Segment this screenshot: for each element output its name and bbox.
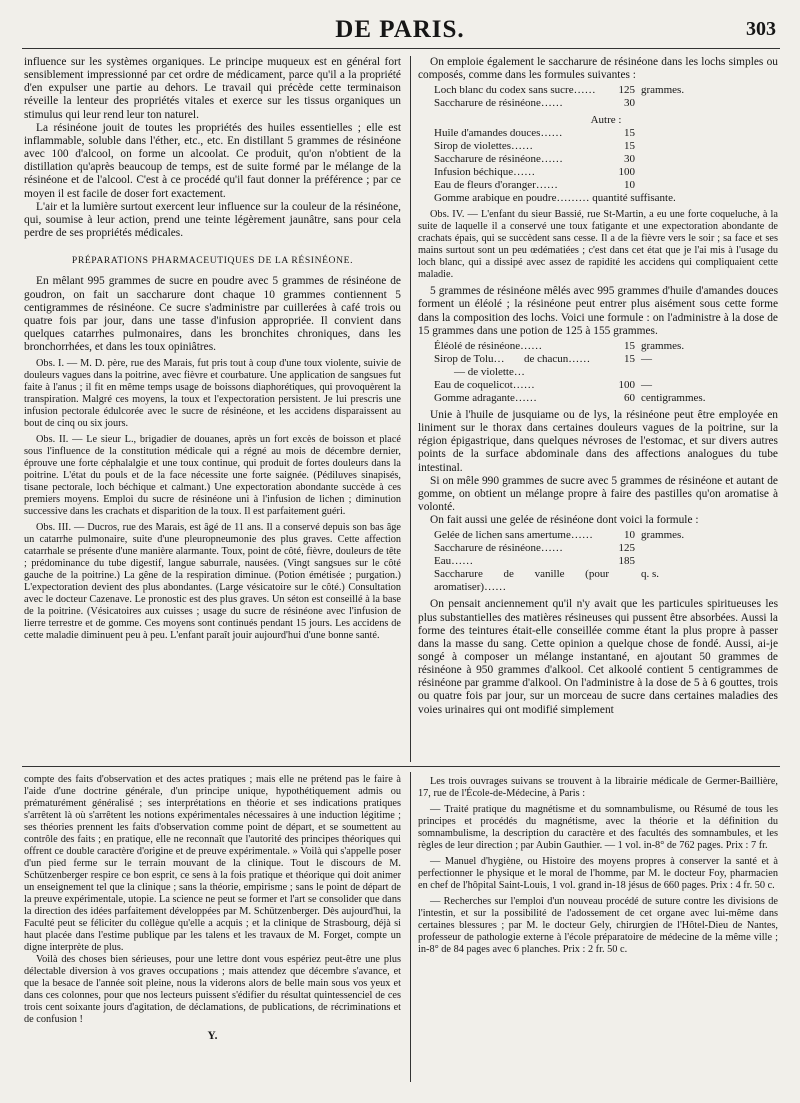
observation-4: Obs. IV. — L'enfant du sieur Bassié, rue St-Martin, a eu une forte coqueluche, à la suite de laquelle il a conservé une toux fatigante et une expectoration abondante de crachats épais, qui se succèdent sans cesse. Il a de la fièvre vers le soir ; sa face et ses mains surtout sont un peu œdématiées ; c'est dans cet état que je l'ai mis à l'usage du loch blanc, qui a dissipé avec assez de rapidité les accidens qui compliquaient cette maladie. bbox=[418, 209, 778, 281]
book-notice-3: — Recherches sur l'emploi d'un nouveau procédé de suture contre les divisions de l'intestin, et sur la possibilité de l'adossement de cet organe avec lui-même dans certaines blessures ; par M. le docteur Gely, chirurgien de l'Hôtel-Dieu de Nantes, professeur de pathologie externe à l'école préparatoire de médecine de la même ville ; in-8° de 84 pages avec 6 planches. Prix : 2 fr. 50 c. bbox=[418, 896, 778, 955]
formula-4 bbox=[434, 529, 778, 594]
formula-row: Gelée de lichen sans amertume…… 10 grammes. bbox=[434, 529, 685, 542]
formula-row: Huile d'amandes douces…… 15 bbox=[434, 127, 635, 140]
formula-row: Eau de coquelicot…… 100 — bbox=[434, 378, 652, 391]
paragraph: compte des faits d'observation et des actes pratiques ; mais elle ne prétend pas le faire à l'aide d'une doctrine générale, d'un principe unique, hypothétiquement admis ou prématurément généralisé ; ses interprétations en théorie et ses indications pratiques s'arrêtent là où s'arrêtent les notions expérimentales nécessaires à une induction légitime ; ses théories prennent les faits d'observation comme point de départ, et se soumettent au contrôle des faits ; en pratique, elle ne reconnaît que l'autorité des principes théoriques qui offrent ce double caractère d'origine et de preuve expérimentale. » Voilà qui s'appelle poser d'un pied ferme sur le terrain mouvant de la clinique. Tout le discours de M. Schützenberger respire ce bon esprit, ce sens à la fois pratique et théorique qui doit animer un enseignement tel que la clinique ; sans la théorie, empirisme ; sans le point de départ de la preuve expérimentale, utopie. La science ne peut se former et l'art se consolider que dans la direction des idées parfaitement développées par M. Schützenberger. Dès aujourd'hui, la Faculté peut se féliciter du collègue qu'elle a acquis ; et la clinique de Strasbourg, déjà si haut placée dans l'estime publique par les talens et les travaux de M. Forget, compte un digne interprète de plus. bbox=[24, 774, 401, 953]
book-notice-1: — Traité pratique du magnétisme et du somnambulisme, ou Résumé de tous les principes et procédés du magnétisme, avec la théorie et la définition du somnambulisme, la description du caractère et des facultés des somnambules, et les règles de leur direction ; par Aubin Gauthier. — 1 vol. in-8° de 762 pages. Prix : 7 fr. bbox=[418, 804, 778, 851]
observation-3: Obs. III. — Ducros, rue des Marais, est âgé de 11 ans. Il a conservé depuis son bas âge un catarrhe pulmonaire, suite d'une pleuropneumonie des plus graves. Cette affection catarrhale se présente d'une manière alarmante. Toux, point de côté, fièvre, douleurs de tête ; prédominance du tube digestif, langue saburrale, nausées. (Vingt sangsues sur le côté gauche de la poitrine.) La gêne de la respiration diminue. (Potion émétisée ; purgation.) L'expectoration devient des plus abondantes. (Large vésicatoire sur le côté.) Consultation avec le docteur Cazenave. Le pronostic est des plus graves. Un séton est conseillé à la base de la poitrine. (Vésicatoires aux cuisses ; usage du sucre de résinéone avec l'infusion de lierre terrestre et de gomme. Ces moyens sont continués pendant 15 jours. Les accidens de cette maladie diminuent peu à peu. L'enfant paraît jouir aujourd'hui d'une bonne santé. bbox=[24, 522, 401, 642]
observation-2: Obs. II. — Le sieur L., brigadier de douanes, après un fort excès de boisson et placé sous l'influence de la constitution médicale qui a régné au mois de décembre dernier, éprouve une forte céphalalgie et une toux continue, qui produit de fortes douleurs dans la poitrine. L'état du pouls et de la face nécessite une forte saignée. (Pédiluves sinapisés, tisane pectorale, loch béchique et calmant.) Une expectoration abondante succède à ces premiers moyens. Emploi du sucre de résinéone uni à l'infusion de lichen ; diminution successive dans les crachats et disparition de la toux. Il est parfaitement guéri. bbox=[24, 434, 401, 518]
formula-row: Gomme adragante…… 60 centigrammes. bbox=[434, 391, 706, 404]
formula-2 bbox=[434, 114, 778, 205]
brace-label: de chacun…… bbox=[524, 352, 591, 365]
paragraph: On pensait anciennement qu'il n'y avait que les particules spiritueuses les plus substantielles des matières résineuses qui pussent être absorbées. Aussi la forme des teintures était-elle conseillée comme étant la plus propre à passer dans la masse du sang. Cette opinion a quelque chose de fondé. Aussi, ai-je songé à composer un mélange instantané, en ajoutant 50 grammes de résinéone à 950 grammes d'alkool. Cet alkoolé contient 5 centigrammes de résinéone par gramme d'alkool. On l'administre à la dose de 5 à 6 gouttes, trois ou quatre fois par jour, sur un morceau de sucre dans certaines maladies des voies urinaires qui ont modifié simplement bbox=[418, 598, 778, 716]
formula-row: Infusion béchique…… 100 bbox=[434, 166, 635, 179]
column-divider-bottom bbox=[410, 772, 411, 1082]
formula-row: Eau…… 185 bbox=[434, 555, 635, 568]
formula-row: Saccharure de résinéone…… 30 bbox=[434, 97, 635, 110]
paragraph: Si on mêle 990 grammes de sucre avec 5 grammes de résinéone et autant de gomme, on obtient un mélange propre à faire des pastilles qu'on aromatise à volonté. bbox=[418, 474, 778, 514]
paragraph: influence sur les systèmes organiques. Le principe muqueux est en général fort sensiblement impressionné par cet ordre de médicament, parce qu'il a la propriété d'en expulser une partie au dehors. Le travail qui précède cette terminaison réveille la lenteur des propriétés vitales et exerce sur les tissus organiques un stimulus qui leur rend leur ton naturel. bbox=[24, 56, 401, 121]
paragraph: Unie à l'huile de jusquiame ou de lys, la résinéone peut être employée en liniment sur le thorax dans certaines douleurs vagues de la poitrine, sur la région épigastrique, dans quelques névroses de l'estomac, et sur divers autres points de la surface abdominale dans des affections analogues du tube intestinal. bbox=[418, 408, 778, 474]
paragraph: En mêlant 995 grammes de sucre en poudre avec 5 grammes de résinéone de goudron, on fait un saccharure dont chaque 10 grammes contiennent 5 centigrammes de résinéone. Ce sucre s'administre par cuillerées à café trois ou quatre fois par jour, dans une tasse d'infusion appropriée. Il convient dans quelques catarrhes pulmonaires, dans les bronchites chroniques, dans les bronchorrhées, et dans les toux opiniâtres. bbox=[24, 275, 401, 354]
paragraph: 5 grammes de résinéone mêlés avec 995 grammes d'huile d'amandes douces forment un éléolé ; la résinéone peut entrer plus aisément sous cette forme dans la composition des lochs. Voici une formule : on l'administre à la dose de 15 grammes dans une potion de 125 à 155 grammes. bbox=[418, 285, 778, 337]
paragraph: La résinéone jouit de toutes les propriétés des huiles essentielles ; elle est inflammable, soluble dans l'éther, etc., etc. En distillant 5 grammes de résinéone avec 100 d'alcool, on forme un alcoolat. Ce produit, qu'on n'obtient de la distillation qu'après beaucoup de temps, est de suite formé par le mélange de la résinéone et de l'alcool. C'est à ce procédé qu'il faut donner la préférence ; par ce moyen il est facile de doser fort exactement. bbox=[24, 121, 401, 200]
formula-row: Sirop de Tolu… de chacun…… 15 — bbox=[434, 352, 652, 365]
right-column bbox=[418, 56, 778, 717]
left-column bbox=[24, 56, 401, 642]
book-notice-2: — Manuel d'hygiène, ou Histoire des moyens propres à conserver la santé et à perfectionner le physique et le moral de l'homme, par M. le docteur Foy, pharmacien en chef de l'hôpital Saint-Louis, 1 vol. grand in-18 jésus de 660 pages. Prix : 4 fr. 50 c. bbox=[418, 856, 778, 891]
formula-row: Eau de fleurs d'oranger…… 10 bbox=[434, 179, 635, 192]
header-rule bbox=[22, 48, 780, 49]
header-title: DE PARIS. bbox=[335, 16, 465, 43]
paragraph: L'air et la lumière surtout exercent leur influence sur la couleur de la résinéone, qui, soumise à leur action, prend une teinte légèrement jaunâtre, sans pour cela perdre de ses propriétés médicales. bbox=[24, 200, 401, 240]
formula-1 bbox=[434, 84, 778, 110]
formula-row: Saccharure de résinéone…… 30 bbox=[434, 153, 635, 166]
formula-row: Sirop de violettes…… 15 bbox=[434, 140, 635, 153]
formula-row: Saccharure de vanille (pour aromatiser)…… q. s. bbox=[434, 568, 660, 594]
formula-row: — de violette… bbox=[454, 365, 525, 378]
section-rule bbox=[22, 766, 780, 767]
column-divider-top bbox=[410, 56, 411, 762]
page-header bbox=[22, 14, 778, 44]
paragraph: Voilà des choses bien sérieuses, pour une lettre dont vous espériez peut-être une plus délectable diversion à vos graves occupations ; mais attendez que décembre s'avance, et que la besace de l'année soit pleine, nous la viderons alors de belle main sous vos yeux et dans ces colonnes, pour que nos lecteurs puissent s'édifier du résultat quintessenciel de ces trois cent soixante jours d'agitation, de déclamations, de publications, de récriminations et de confusion ! bbox=[24, 954, 401, 1025]
formula-subtitle: Autre : bbox=[590, 114, 622, 127]
formula-row: Saccharure de résinéone…… 125 bbox=[434, 542, 635, 555]
signature: Y. bbox=[207, 1030, 218, 1042]
formula-row: Loch blanc du codex sans sucre…… 125 grammes. bbox=[434, 84, 685, 97]
paragraph: On emploie également le saccharure de résinéone dans les lochs simples ou composés, comme dans les formules suivantes : bbox=[418, 56, 778, 82]
formula-3 bbox=[434, 340, 778, 405]
formula-row: Éléolé de résinéone…… 15 grammes. bbox=[434, 339, 685, 352]
section-heading: PRÉPARATIONS PHARMACEUTIQUES DE LA RÉSINÉONE. bbox=[71, 255, 354, 267]
paragraph: On fait aussi une gelée de résinéone dont voici la formule : bbox=[430, 514, 699, 527]
page-number: 303 bbox=[746, 18, 776, 40]
paragraph: Les trois ouvrages suivans se trouvent à la librairie médicale de Germer-Baillière, 17, rue de l'École-de-Médecine, à Paris : bbox=[418, 776, 778, 799]
bottom-right-column bbox=[418, 776, 778, 956]
observation-1: Obs. I. — M. D. père, rue des Marais, fut pris tout à coup d'une toux violente, suivie de douleurs vagues dans la poitrine, avec fièvre et courbature. Une application de sangsues fut faite à l'anus ; il fit en même temps usage de boissons diaphorétiques, qui provoquèrent la transpiration. Malgré ces moyens, la toux et l'expectoration persistent. Je lui prescris une infusion pectorale édulcorée avec le sucre de résinéone, et les accidens disparaissent au bout de cinq ou six jours. bbox=[24, 358, 401, 430]
formula-row: Gomme arabique en poudre……… quantité suffisante. bbox=[434, 192, 676, 205]
bottom-left-column bbox=[24, 774, 401, 1043]
